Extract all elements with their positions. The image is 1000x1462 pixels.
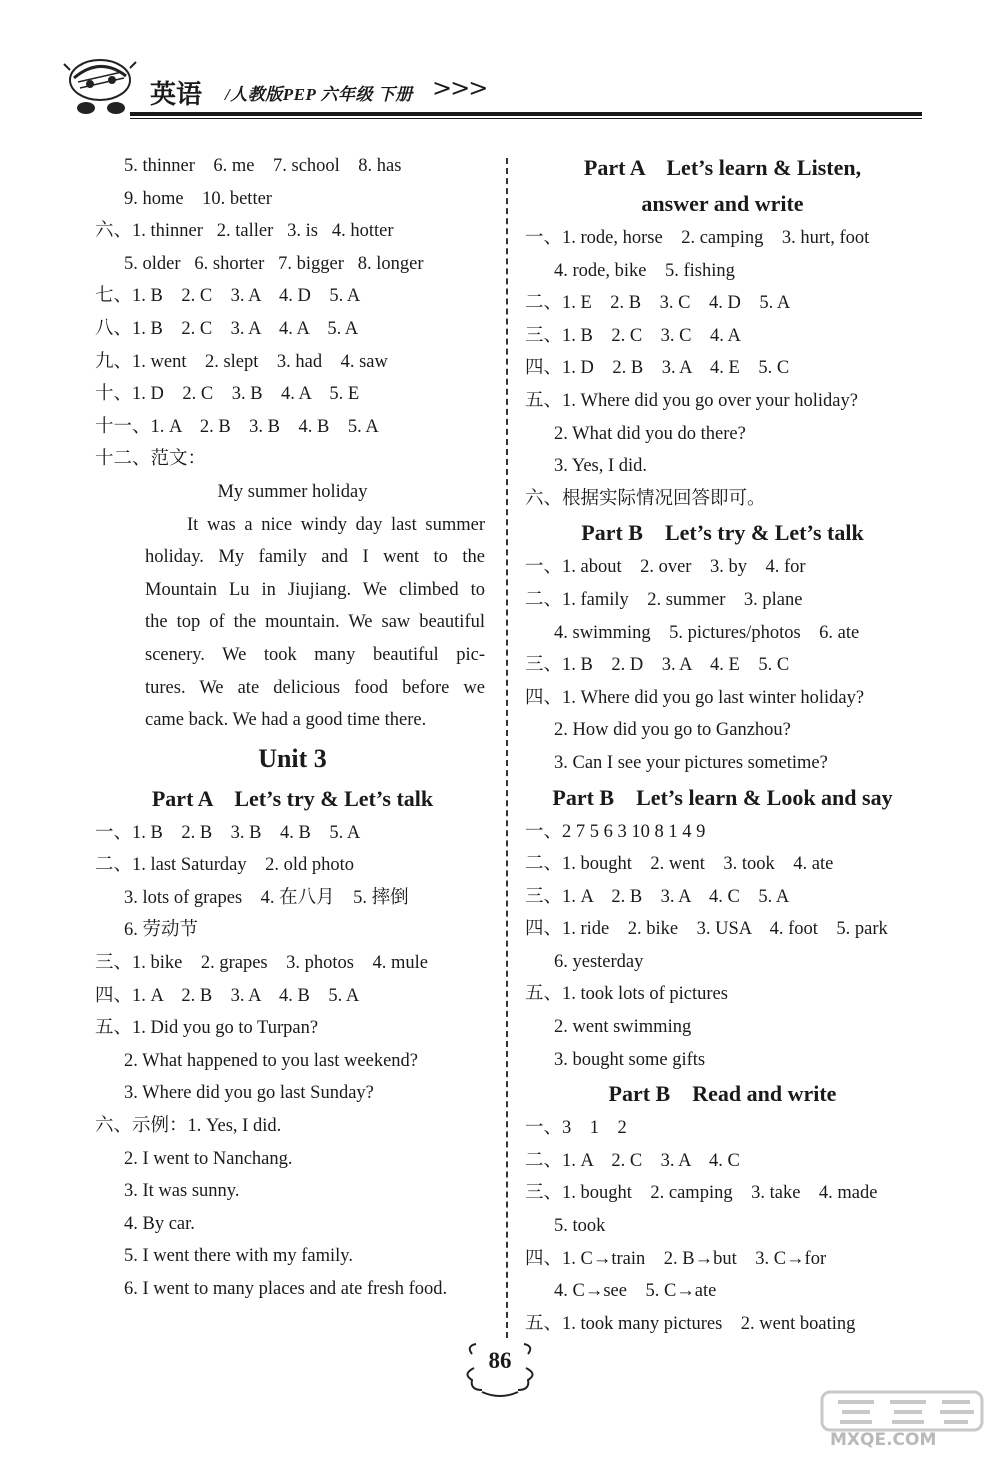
unit-heading: Unit 3 (258, 743, 327, 773)
answer-line: 二、1. last Saturday 2. old photo (95, 855, 354, 876)
part-heading: Part A Let’s try & Let’s talk (151, 785, 434, 811)
answer-line: 2. What happened to you last weekend? (124, 1050, 419, 1071)
answer-line: 五、1. took many pictures 2. went boating (525, 1313, 856, 1334)
answer-line: 5. took (554, 1216, 606, 1237)
answer-line: 四、1. Where did you go last winter holiday? (525, 687, 865, 708)
answer-line: 六、根据实际情况回答即可。 (525, 488, 766, 509)
right-column (525, 150, 920, 1340)
chevron-right-icon: >>> (432, 74, 487, 102)
answer-line: 一、3 1 2 (525, 1118, 627, 1139)
header-rule-thick (130, 112, 922, 116)
answer-line: 六、1. thinner 2. taller 3. is 4. hotter (95, 221, 394, 242)
answer-line: 十、1. D 2. C 3. B 4. A 5. E (95, 384, 360, 405)
answer-line: 6. I went to many places and ate fresh food. (124, 1279, 448, 1299)
part-heading: Part B Read and write (608, 1081, 837, 1107)
answer-line: 3. It was sunny. (124, 1181, 240, 1202)
answer-line: 4. By car. (124, 1213, 195, 1234)
answer-line: 二、1. A 2. C 3. A 4. C (525, 1150, 740, 1171)
answer-line: 五、1. Did you go to Turpan? (95, 1018, 319, 1039)
answer-line: 4. swimming 5. pictures/photos 6. ate (554, 622, 860, 643)
edition-subtitle: /人教版PEP 六年级 下册 (225, 85, 413, 104)
answer-line: 3. Can I see your pictures sometime? (554, 752, 828, 773)
left-column (95, 150, 490, 1306)
watermark (800, 1390, 990, 1460)
answer-line: 2. How did you go to Ganzhou? (554, 720, 791, 741)
answer-line: 5. older 6. shorter 7. bigger 8. longer (124, 253, 424, 274)
answer-line: 2. I went to Nanchang. (124, 1148, 293, 1169)
essay-line: tures. We ate delicious food before we (145, 677, 485, 698)
answer-line: 二、1. bought 2. went 3. took 4. ate (525, 854, 834, 875)
answer-line: 十二、范文： (95, 449, 207, 470)
essay-paragraph (95, 509, 485, 737)
answer-line: 4. C→see 5. C→ate (554, 1281, 717, 1302)
answer-line: 6. 劳动节 (124, 920, 199, 941)
answer-line: 三、1. B 2. D 3. A 4. E 5. C (525, 655, 790, 676)
page-header (0, 0, 1000, 125)
essay-line: scenery. We took many beautiful pic- (145, 644, 485, 665)
answer-line: 五、1. took lots of pictures (525, 984, 728, 1005)
essay-title: My summer holiday (217, 481, 368, 502)
answer-line: 9. home 10. better (124, 188, 272, 209)
answer-line: 一、1. about 2. over 3. by 4. for (525, 557, 806, 578)
header-rule-thin (130, 118, 922, 119)
answer-line: 五、1. Where did you go over your holiday? (525, 390, 858, 411)
answer-line: 二、1. family 2. summer 3. plane (525, 589, 803, 610)
answer-line: 3. lots of grapes 4. 在八月 5. 摔倒 (124, 887, 409, 908)
answer-line: 5. I went there with my family. (124, 1246, 353, 1267)
answer-line: 三、1. bought 2. camping 3. take 4. made (525, 1183, 878, 1204)
answer-line: 一、1. B 2. B 3. B 4. B 5. A (95, 822, 361, 843)
answer-line: 4. rode, bike 5. fishing (554, 260, 735, 281)
answer-line: 6. yesterday (554, 951, 644, 972)
answer-line: 二、1. E 2. B 3. C 4. D 5. A (525, 293, 791, 314)
answer-line: 三、1. B 2. C 3. C 4. A (525, 325, 741, 346)
answer-line: 一、1. rode, horse 2. camping 3. hurt, foot (525, 228, 870, 248)
part-heading: Part B Let’s try & Let’s talk (581, 520, 864, 546)
answer-line: 一、2 7 5 6 3 10 8 1 4 9 (525, 821, 706, 842)
answer-line: 八、1. B 2. C 3. A 4. A 5. A (95, 318, 359, 339)
answer-line: 5. thinner 6. me 7. school 8. has (124, 156, 402, 176)
answer-line: 七、1. B 2. C 3. A 4. D 5. A (95, 286, 361, 307)
answer-line: 3. Where did you go last Sunday? (124, 1083, 374, 1104)
page-number: 86 (488, 1348, 512, 1373)
essay-line: came back. We had a good time there. (145, 710, 427, 731)
column-divider (506, 158, 508, 1338)
answer-line: 十一、1. A 2. B 3. B 4. B 5. A (95, 416, 379, 437)
essay-line: holiday. My family and I went to the (145, 547, 485, 568)
answer-line: 2. went swimming (554, 1017, 692, 1038)
subject-title: 英语 (150, 80, 203, 110)
answer-line: 2. What did you do there? (554, 423, 746, 444)
essay-line: It was a nice windy day last summer (187, 514, 485, 535)
part-heading: answer and write (641, 191, 804, 216)
mascot-icon (60, 52, 140, 118)
answer-line: 四、1. A 2. B 3. A 4. B 5. A (95, 985, 360, 1006)
watermark-url: MXQE.COM (830, 1430, 937, 1450)
answer-line: 三、1. A 2. B 3. A 4. C 5. A (525, 886, 790, 907)
answer-line: 九、1. went 2. slept 3. had 4. saw (95, 351, 388, 372)
answer-line: 三、1. bike 2. grapes 3. photos 4. mule (95, 953, 428, 974)
watermark-logo (820, 1390, 990, 1434)
essay-line: Mountain Lu in Jiujiang. We climbed to (145, 579, 485, 600)
essay-line: the top of the mountain. We saw beautiful (145, 612, 485, 633)
answer-line: 3. Yes, I did. (554, 456, 648, 477)
part-heading: Part B Let’s learn & Look and say (552, 784, 893, 810)
answer-line: 四、1. D 2. B 3. A 4. E 5. C (525, 358, 790, 379)
answer-line: 四、1. ride 2. bike 3. USA 4. foot 5. park (525, 919, 888, 940)
answer-line: 3. bought some gifts (554, 1049, 706, 1070)
answer-line: 四、1. C→train 2. B→but 3. C→for (525, 1248, 827, 1269)
part-heading: Part A Let’s learn & Listen, (583, 155, 862, 180)
page-number-badge (452, 1340, 548, 1400)
answer-line: 六、示例：1. Yes, I did. (95, 1116, 282, 1137)
